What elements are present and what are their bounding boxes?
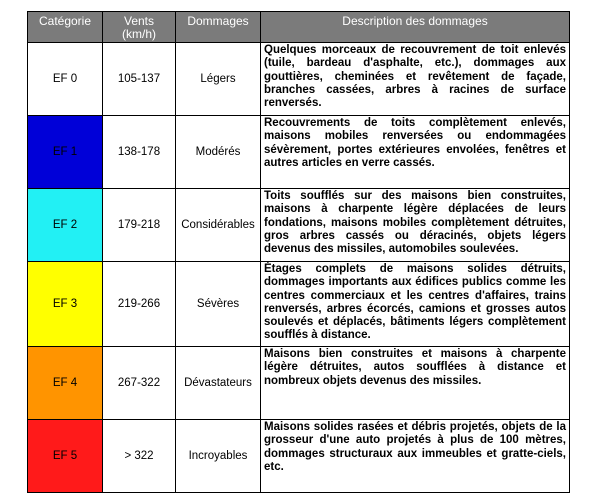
category-cell-ef5: EF 5 (28, 420, 103, 493)
category-cell-ef1: EF 1 (28, 116, 103, 189)
table-row (28, 116, 570, 189)
description-cell: Recouvrements de toits complètement enlevés, maisons mobiles renversées ou endommagées sévèrement, portes extérieures envolées, fenêtres et autres articles en verre cassés. (261, 116, 570, 189)
header-category: Catégorie (28, 12, 103, 43)
category-cell-ef0: EF 0 (28, 43, 103, 116)
table-row (28, 420, 570, 493)
table-row (28, 262, 570, 347)
header-damage: Dommages (176, 12, 261, 43)
description-cell: Toits soufflés sur des maisons bien construites, maisons à charpente légère déplacées de leurs fondations, maisons mobiles complètement détruites, gros arbres cassés ou déracinés, objets légers devenus des missiles, automobiles soulevées. (261, 189, 570, 262)
wind-cell: 179-218 (103, 189, 176, 262)
description-cell: Maisons bien construites et maisons à charpente légère détruites, autos soufflées à distance et nombreux objets devenus des missiles. (261, 347, 570, 420)
header-row (28, 12, 570, 43)
damage-cell: Légers (176, 43, 261, 116)
description-cell: Étages complets de maisons solides détruits, dommages importants aux édifices publics comme les centres commerciaux et les centres d'affaires, trains renversés, arbres écorcés, camions et grosses autos soulevés et déplacés, bâtiments légers complètement soufflés à distance. (261, 262, 570, 347)
damage-cell: Modérés (176, 116, 261, 189)
category-cell-ef2: EF 2 (28, 189, 103, 262)
table-header (28, 12, 570, 43)
header-wind: Vents (km/h) (103, 12, 176, 43)
table-body (28, 43, 570, 493)
table-row (28, 43, 570, 116)
wind-cell: 267-322 (103, 347, 176, 420)
wind-cell: 219-266 (103, 262, 176, 347)
wind-cell: 105-137 (103, 43, 176, 116)
table-row (28, 189, 570, 262)
description-cell: Maisons solides rasées et débris projetés, objets de la grosseur d'une auto projetés à plus de 100 mètres, dommages structuraux aux immeubles et gratte-ciels, etc. (261, 420, 570, 493)
category-cell-ef4: EF 4 (28, 347, 103, 420)
wind-cell: > 322 (103, 420, 176, 493)
description-cell: Quelques morceaux de recouvrement de toit enlevés (tuile, bardeau d'asphalte, etc.), dommages aux gouttières, cheminées et revêtement de façade, branches cassées, arbres à racines de surface renversés. (261, 43, 570, 116)
damage-cell: Considérables (176, 189, 261, 262)
ef-scale-table (27, 11, 570, 493)
damage-cell: Incroyables (176, 420, 261, 493)
header-description: Description des dommages (261, 12, 570, 43)
wind-cell: 138-178 (103, 116, 176, 189)
damage-cell: Dévastateurs (176, 347, 261, 420)
table-row (28, 347, 570, 420)
damage-cell: Sévères (176, 262, 261, 347)
category-cell-ef3: EF 3 (28, 262, 103, 347)
